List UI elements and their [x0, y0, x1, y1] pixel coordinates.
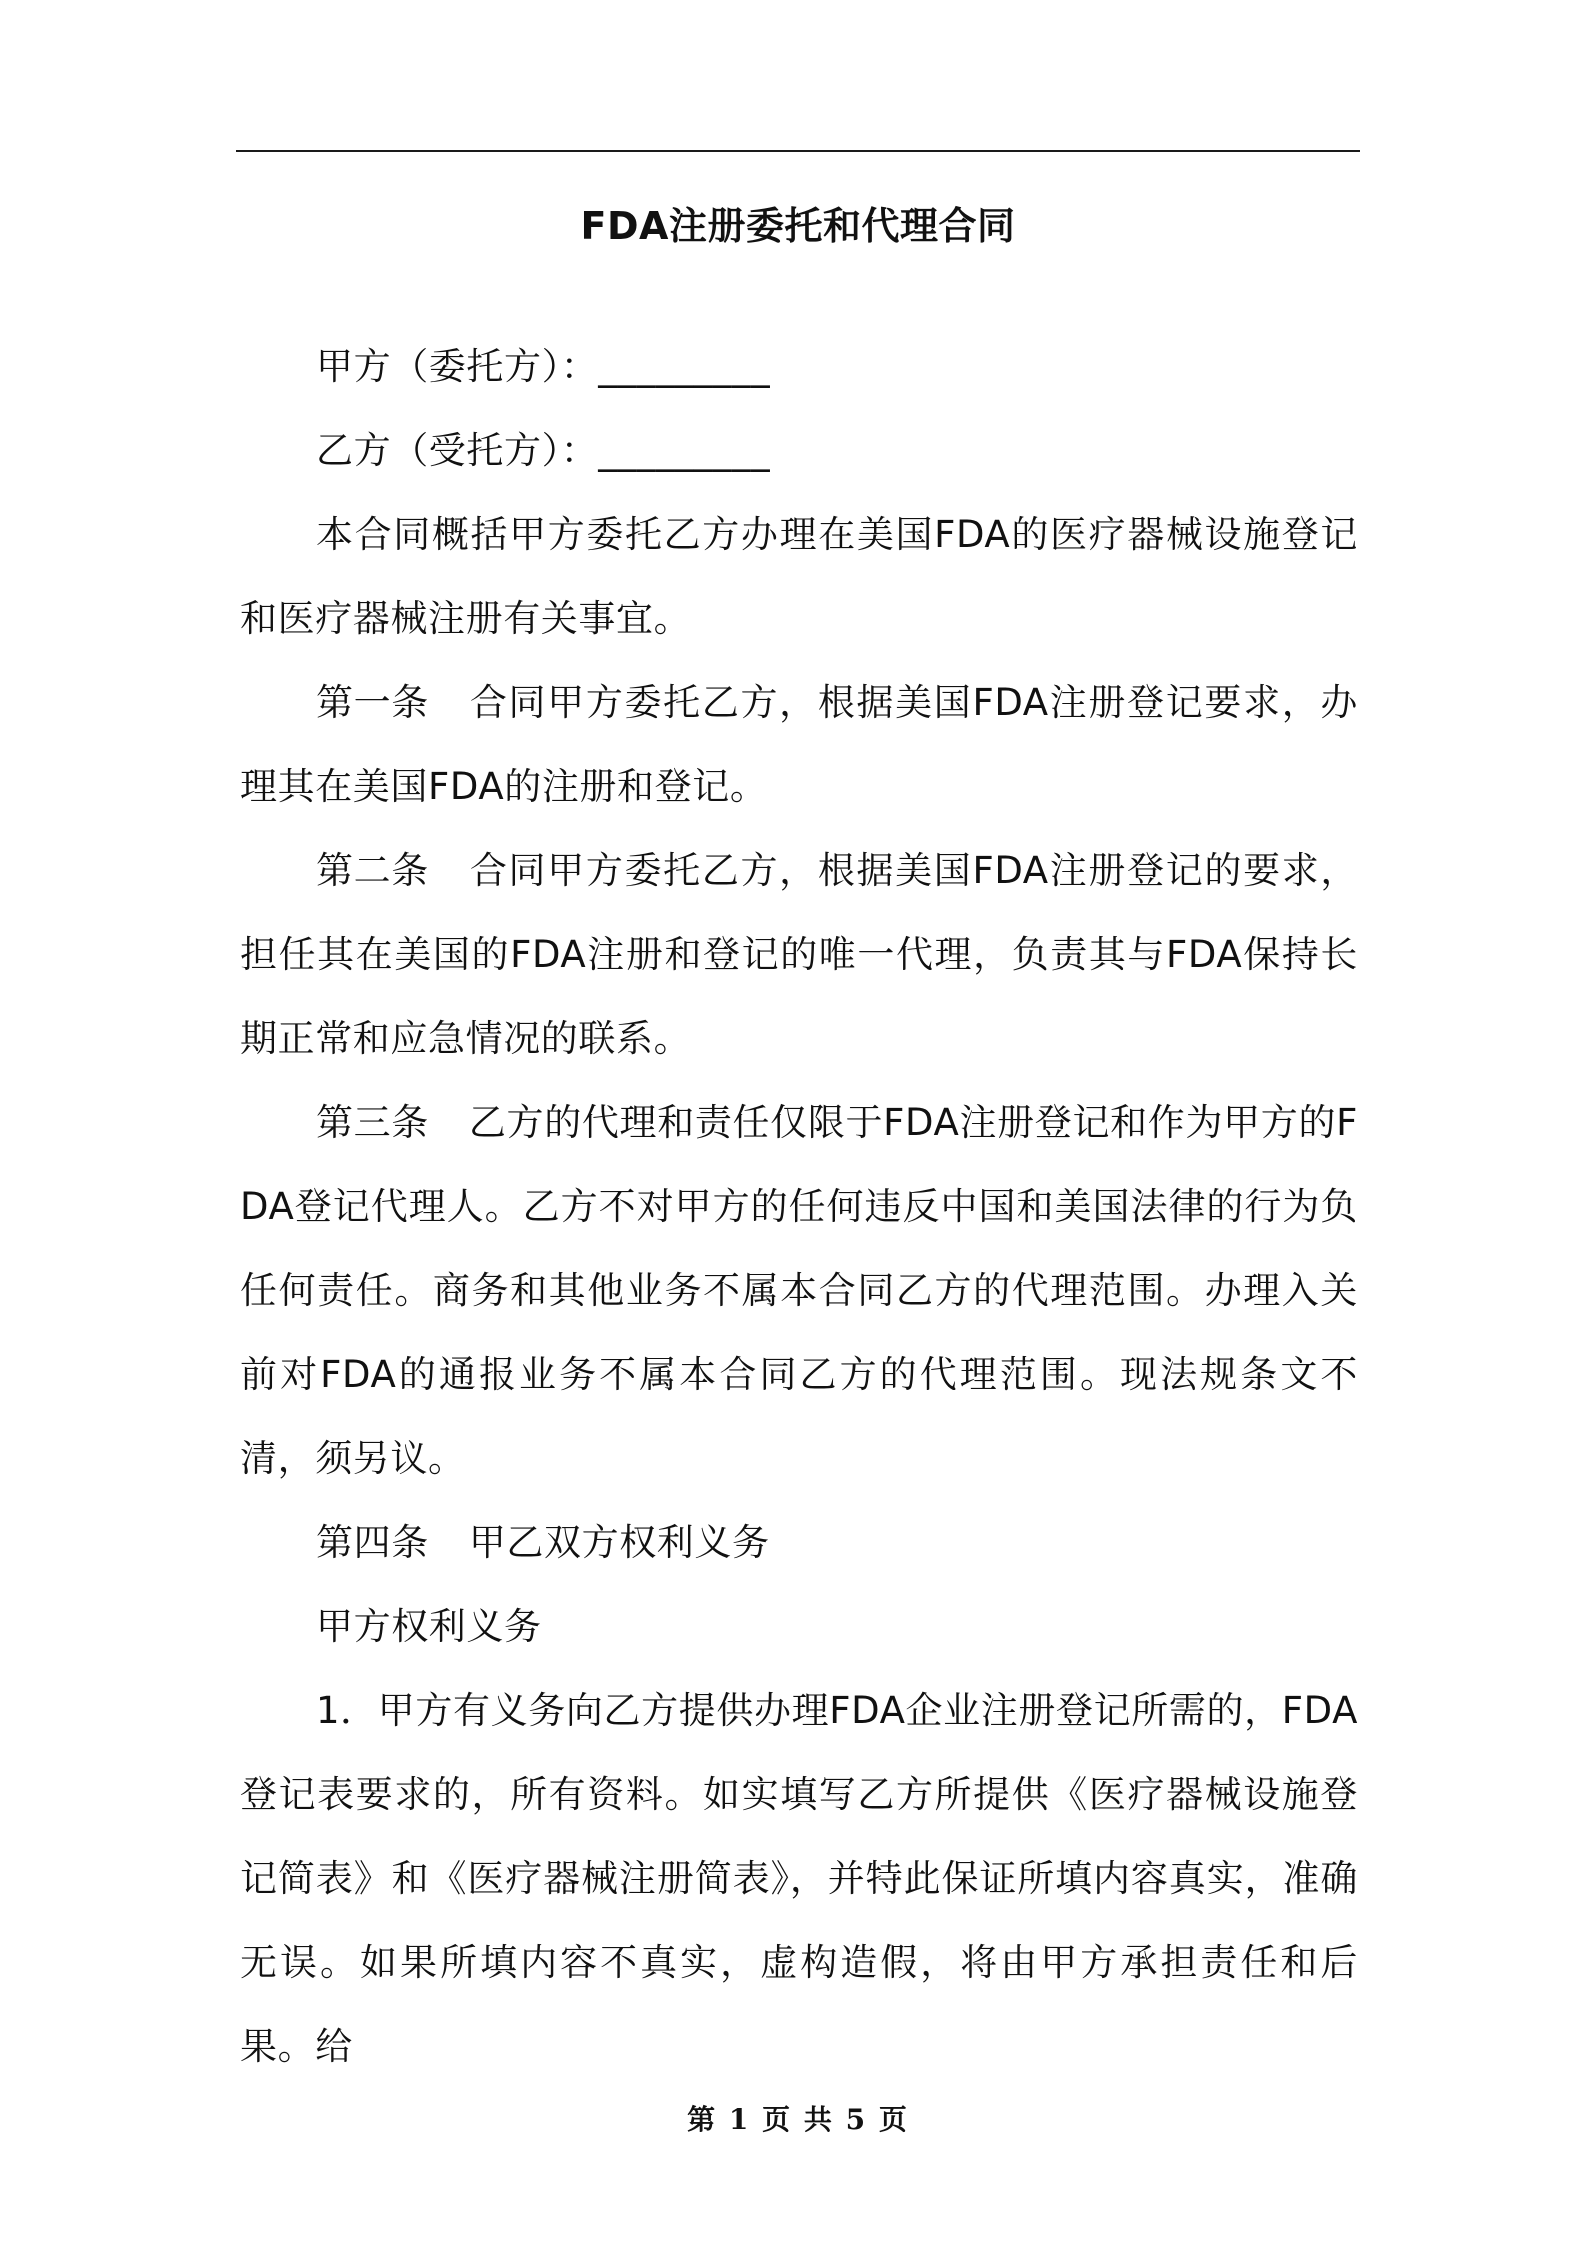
article-2-text: 合同甲方委托乙方，根据美国FDA注册登记的要求，担任其在美国的FDA注册和登记的唯一代理，负责其与FDA保持长期正常和应急情况的联系。 — [240, 849, 1358, 1060]
article-4-label: 第四条 — [316, 1521, 429, 1564]
article-3-text: 乙方的代理和责任仅限于FDA注册登记和作为甲方的FDA登记代理人。乙方不对甲方的任何违反中国和美国法律的行为负任何责任。商务和其他业务不属本合同乙方的代理范围。办理入关前对FDA的通报业务不属本合同乙方的代理范围。现法规条文不清，须另议。 — [240, 1101, 1358, 1480]
page-number-footer: 第 1 页 共 5 页 — [687, 2103, 909, 2136]
article-3 — [240, 1081, 1358, 1501]
item-1-paragraph: 1．甲方有义务向乙方提供办理FDA企业注册登记所需的，FDA登记表要求的，所有资料。如实填写乙方所提供《医疗器械设施登记简表》和《医疗器械注册简表》，并特此保证所填内容真实，准确无误。如果所填内容不真实，虚构造假，将由甲方承担责任和后果。给 — [240, 1689, 1358, 2068]
article-2 — [240, 829, 1358, 1081]
header-rule — [236, 150, 1360, 152]
party-b-line: 乙方（受托方）：_________ — [316, 429, 771, 472]
intro-paragraph: 本合同概括甲方委托乙方办理在美国FDA的医疗器械设施登记和医疗器械注册有关事宜。 — [240, 513, 1358, 640]
article-4-text: 甲乙双方权利义务 — [468, 1521, 770, 1564]
article-1-text: 合同甲方委托乙方，根据美国FDA注册登记要求，办理其在美国FDA的注册和登记。 — [240, 681, 1358, 808]
article-3-label: 第三条 — [316, 1101, 429, 1144]
article-2-label: 第二条 — [316, 849, 429, 892]
article-4 — [240, 1501, 1358, 1585]
section-heading: 甲方权利义务 — [316, 1605, 542, 1648]
document-title: FDA注册委托和代理合同 — [580, 204, 1016, 248]
document-body — [240, 325, 1358, 2089]
party-a-line: 甲方（委托方）：_________ — [316, 345, 771, 388]
article-1-label: 第一条 — [316, 681, 429, 724]
article-1 — [240, 661, 1358, 829]
